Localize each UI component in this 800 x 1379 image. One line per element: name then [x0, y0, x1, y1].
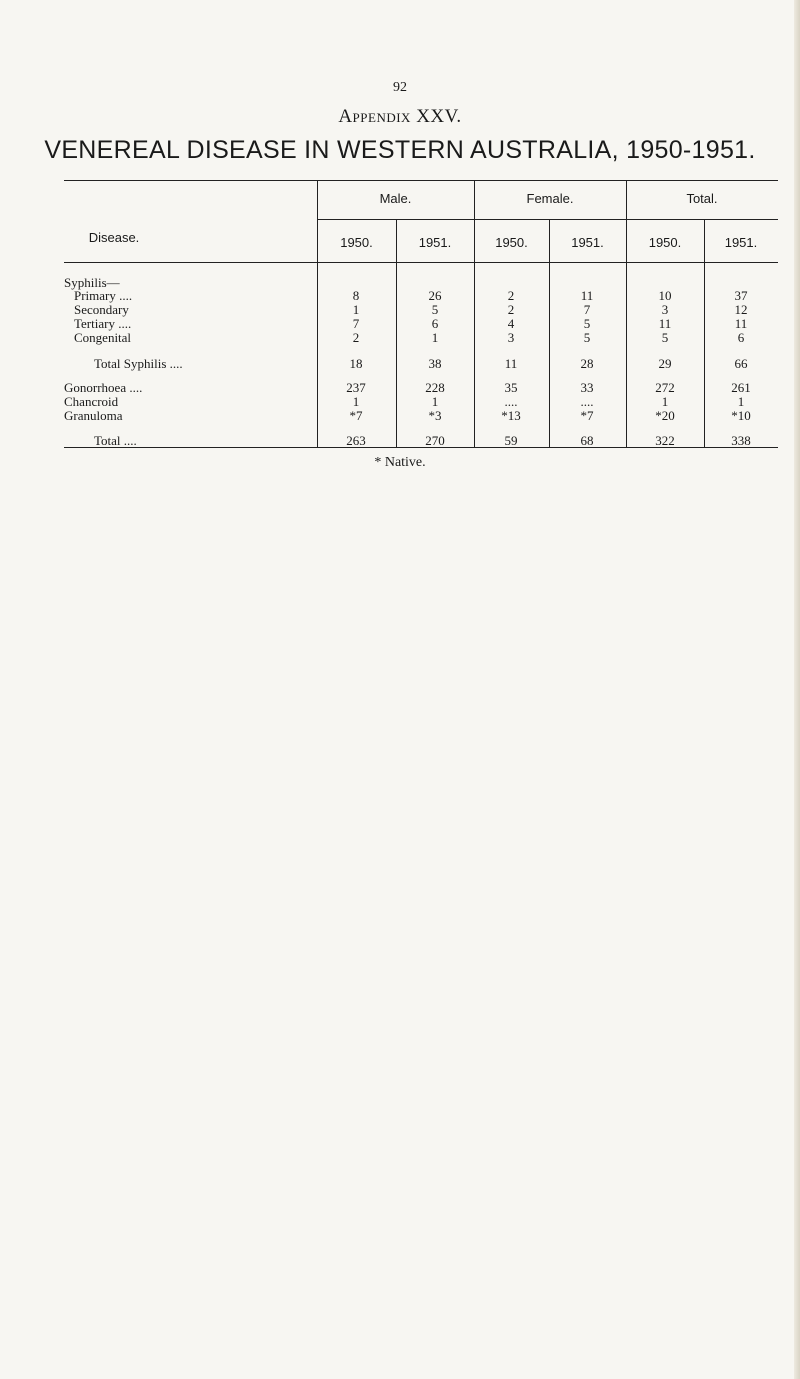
table-cell: 26 — [428, 288, 442, 303]
table-top-rule — [64, 180, 778, 181]
year-header: 1951. — [571, 235, 604, 250]
year-header: 1950. — [648, 235, 682, 250]
table-cell: *13 — [501, 408, 521, 423]
group-male: Male. — [379, 191, 412, 206]
table-cell: 228 — [425, 380, 445, 395]
table-cell: 6 — [737, 330, 745, 345]
page-number: 92 — [393, 80, 407, 95]
table-cell: *3 — [428, 408, 442, 423]
row-label: Congenital — [74, 330, 132, 345]
table-cell: 5 — [583, 330, 591, 345]
year-header: 1950. — [495, 235, 528, 250]
table-cell: *7 — [580, 408, 594, 423]
col-divider-female — [549, 219, 550, 447]
appendix-number: XXV. — [416, 106, 462, 127]
table-cell: 11 — [580, 288, 594, 303]
table-cell: 270 — [425, 433, 445, 448]
table-cell: 1 — [737, 394, 745, 409]
row-label: Secondary — [74, 302, 129, 317]
table-cell: .... — [504, 394, 518, 409]
table-cell: 272 — [655, 380, 675, 395]
page-title: VENEREAL DISEASE IN WESTERN AUSTRALIA, 1950-1951. — [44, 136, 756, 164]
table-cell: 5 — [661, 330, 669, 345]
table-cell: 12 — [734, 302, 748, 317]
col-divider-label — [317, 180, 318, 447]
page-edge — [794, 0, 800, 1379]
header-bottom-rule — [64, 262, 778, 263]
table-cell: *7 — [349, 408, 363, 423]
table-cell: 59 — [504, 433, 518, 448]
table-cell: 11 — [504, 356, 518, 371]
table-cell: 37 — [734, 288, 748, 303]
table-cell: 68 — [580, 433, 594, 448]
footnote: * Native. — [374, 455, 426, 470]
appendix-heading — [0, 106, 800, 128]
table-cell: 1 — [661, 394, 669, 409]
year-header: 1951. — [724, 235, 758, 250]
header-sub-rule — [317, 219, 778, 220]
col-divider-male-female — [474, 180, 475, 447]
table-cell: 11 — [734, 316, 748, 331]
year-header: 1950. — [340, 235, 373, 250]
row-label: Gonorrhoea .... — [64, 380, 143, 395]
table-cell: 338 — [731, 433, 751, 448]
table-cell: 4 — [507, 316, 515, 331]
row-label: Total .... — [94, 433, 137, 448]
table-cell: 1 — [431, 394, 439, 409]
table-cell: 1 — [431, 330, 439, 345]
table-cell: 6 — [431, 316, 439, 331]
row-label: Total Syphilis .... — [94, 356, 183, 371]
table-cell: .... — [580, 394, 594, 409]
table-cell: 8 — [352, 288, 360, 303]
col-divider-total — [704, 219, 705, 447]
group-total: Total. — [686, 191, 718, 206]
table-cell: 18 — [349, 356, 363, 371]
table-cell: 263 — [346, 433, 366, 448]
table-cell: 7 — [583, 302, 591, 317]
row-label: Chancroid — [64, 394, 119, 409]
table-cell: 29 — [658, 356, 672, 371]
syphilis-heading: Syphilis— — [64, 275, 120, 290]
col-divider-male — [396, 219, 397, 447]
table-cell: 11 — [658, 316, 672, 331]
table-cell: 1 — [352, 394, 360, 409]
table-cell: 38 — [428, 356, 442, 371]
table-cell: 28 — [580, 356, 594, 371]
row-label: Granuloma — [64, 408, 123, 423]
table-cell: 3 — [661, 302, 669, 317]
year-header: 1951. — [418, 235, 452, 250]
col-divider-female-total — [626, 180, 627, 447]
row-header: Disease. — [88, 230, 140, 245]
table-cell: 1 — [352, 302, 360, 317]
table-cell: 5 — [583, 316, 591, 331]
table-cell: 2 — [507, 288, 515, 303]
row-label: Tertiary .... — [74, 316, 132, 331]
table-cell: 10 — [658, 288, 672, 303]
table-cell: 2 — [352, 330, 360, 345]
table-cell: *10 — [731, 408, 751, 423]
row-label: Primary .... — [74, 288, 133, 303]
table-cell: *20 — [655, 408, 675, 423]
group-female: Female. — [526, 191, 574, 206]
table-cell: 66 — [734, 356, 748, 371]
table-cell: 2 — [507, 302, 515, 317]
table-cell: 5 — [431, 302, 439, 317]
table-cell: 322 — [655, 433, 675, 448]
table-cell: 33 — [580, 380, 594, 395]
appendix-prefix: Appendix — [338, 106, 411, 127]
table-cell: 3 — [507, 330, 515, 345]
table-cell: 237 — [346, 380, 366, 395]
table-cell: 7 — [352, 316, 360, 331]
table-cell: 261 — [731, 380, 751, 395]
table-cell: 35 — [504, 380, 518, 395]
